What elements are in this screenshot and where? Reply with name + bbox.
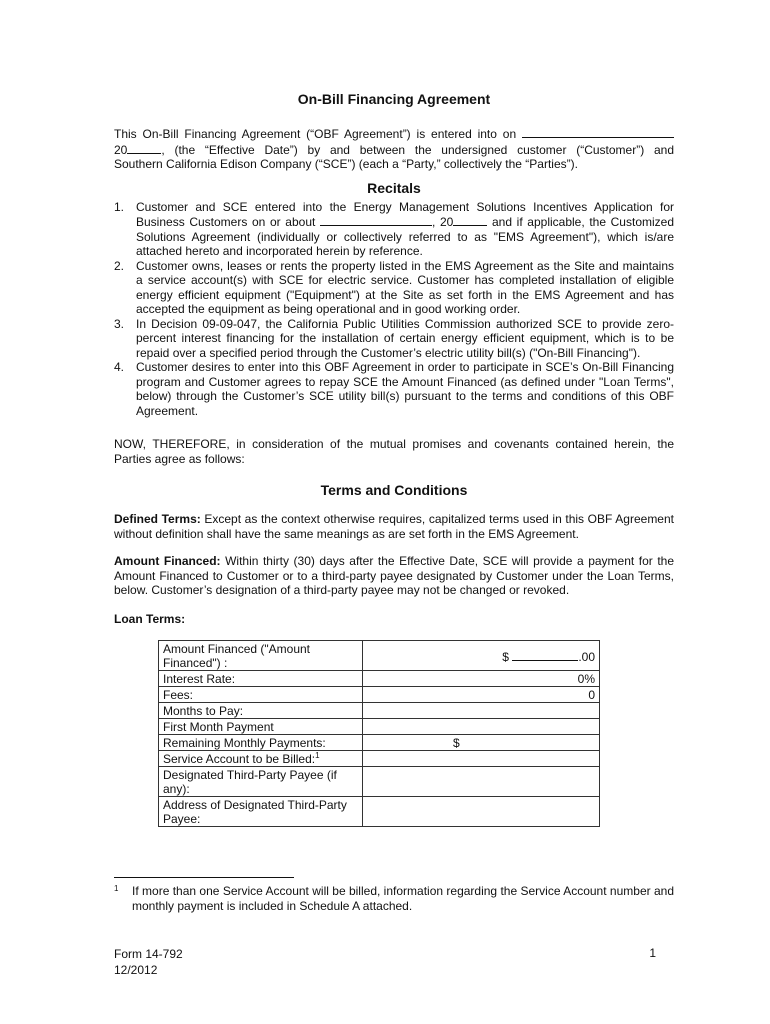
- table-row: [159, 719, 600, 735]
- currency-symbol: $: [502, 649, 509, 664]
- row-label: Fees:: [159, 687, 363, 703]
- document-page: [114, 90, 674, 827]
- recital-item: [114, 360, 674, 418]
- row-label: First Month Payment: [159, 719, 363, 735]
- payee-address-field[interactable]: [363, 797, 600, 827]
- footnote: [114, 884, 674, 913]
- table-row: [159, 735, 600, 751]
- recital-text: Customer and SCE entered into the Energy Management Solutions Incentives Application for Business Customers on or about: [136, 199, 674, 229]
- recital-text: and if applicable, the Customized Solutions Agreement (individually or collectively referred to as "EMS Agreement"), which is/are attached hereto and incorporated herein by reference.: [136, 215, 675, 258]
- recital-text: , 20: [432, 215, 454, 229]
- footnote-text: If more than one Service Account will be billed, information regarding the Service Account number and monthly payment is included in Schedule A attached.: [132, 884, 674, 913]
- defined-terms-text: Except as the context otherwise requires, capitalized terms used in this OBF Agreement without definition shall have the same meanings as are set forth in the EMS Agreement.: [114, 512, 674, 541]
- third-party-payee-field[interactable]: [363, 767, 600, 797]
- table-row: [159, 767, 600, 797]
- table-row: [159, 703, 600, 719]
- now-therefore-paragraph: NOW, THEREFORE, in consideration of the mutual promises and covenants contained herein, the Parties agree as follows:: [114, 437, 674, 466]
- row-label: Months to Pay:: [159, 703, 363, 719]
- recital-item: [114, 259, 674, 317]
- recital-number: 4.: [114, 360, 125, 374]
- intro-paragraph: [114, 126, 674, 172]
- remaining-payments-field[interactable]: $: [363, 735, 600, 751]
- year-blank[interactable]: [127, 142, 161, 154]
- recital-text: In Decision 09-09-047, the California Public Utilities Commission authorized SCE to provide zero-percent interest financing for the installation of certain energy efficient equipment, which is to be repaid over a specified period through the Customer’s electric utility bill(s) ("On-Bill Financing").: [136, 316, 674, 360]
- intro-year-prefix: 20: [114, 142, 128, 157]
- footnote-divider: [114, 877, 294, 878]
- footnote-mark: 1: [114, 884, 119, 893]
- cents-suffix: .00: [578, 649, 595, 664]
- amount-blank[interactable]: [512, 649, 578, 661]
- table-row: [159, 671, 600, 687]
- recital-number: 1.: [114, 199, 125, 214]
- recital-number: 3.: [114, 316, 125, 331]
- recital-text: Customer desires to enter into this OBF Agreement in order to participate in SCE’s On-Bill Financing program and Customer agrees to repay SCE the Amount Financed (as defined under "Loan Terms", below) through the Customer’s SCE utility bill(s) pursuant to the terms and conditions of this OBF Agreement.: [136, 360, 674, 418]
- footnote-ref: 1: [315, 751, 320, 760]
- amount-financed-text: Within thirty (30) days after the Effective Date, SCE will provide a payment for the Amount Financed to Customer or to a third-party payee designated by Customer under the Loan Terms, below. Customer’s designation of a third-party payee may not be changed or revoked.: [114, 554, 674, 597]
- row-label: Address of Designated Third-Party Payee:: [159, 797, 363, 827]
- amount-financed-field[interactable]: [363, 641, 600, 671]
- first-month-payment-field[interactable]: [363, 719, 600, 735]
- terms-heading: Terms and Conditions: [320, 482, 468, 498]
- loan-terms-label: Loan Terms:: [114, 611, 186, 626]
- table-row: [159, 751, 600, 767]
- recital-text: Customer owns, leases or rents the property listed in the EMS Agreement as the Site and maintains a service account(s) with SCE for electric service. Customer has completed installation of eligible energy efficient equipment ("Equipment") at the Site as set forth in the EMS Agreement and has accepted the equipment as being operational and in good working order.: [136, 258, 674, 316]
- table-row: [159, 641, 600, 671]
- interest-rate-value: 0%: [363, 671, 600, 687]
- intro-line3: Southern California Edison Company (“SCE”) (each a “Party,” collectively the “Parties”).: [114, 157, 578, 171]
- recital-item: [114, 317, 674, 361]
- recitals-list: [114, 200, 674, 419]
- intro-line1: This On-Bill Financing Agreement (“OBF Agreement”) is entered into on: [114, 127, 517, 141]
- amount-financed-paragraph: [114, 554, 674, 598]
- intro-line2: , (the “Effective Date”) by and between the undersigned customer (“Customer”) and: [161, 142, 674, 157]
- form-date: 12/2012: [114, 963, 158, 977]
- date-blank[interactable]: [522, 126, 674, 138]
- loan-terms-table: [158, 640, 600, 827]
- table-row: [159, 797, 600, 827]
- recital-date-blank[interactable]: [320, 214, 432, 226]
- table-row: [159, 687, 600, 703]
- page-number: 1: [649, 946, 656, 960]
- recital-year-blank[interactable]: [453, 214, 487, 226]
- footer-form-info: [114, 946, 183, 978]
- fees-value: 0: [363, 687, 600, 703]
- document-title: On-Bill Financing Agreement: [297, 91, 491, 107]
- recital-item: [114, 200, 674, 259]
- row-label: Amount Financed ("Amount Financed") :: [159, 641, 363, 671]
- defined-terms-paragraph: [114, 512, 674, 541]
- recitals-heading: Recitals: [367, 179, 421, 196]
- months-to-pay-field[interactable]: [363, 703, 600, 719]
- row-label: Interest Rate:: [159, 671, 363, 687]
- row-label: Designated Third-Party Payee (if any):: [159, 767, 363, 797]
- row-label: Remaining Monthly Payments:: [159, 735, 363, 751]
- amount-financed-label: Amount Financed:: [114, 554, 221, 568]
- row-label-text: Service Account to be Billed:: [163, 752, 316, 766]
- defined-terms-label: Defined Terms:: [114, 512, 201, 526]
- service-account-field[interactable]: [363, 751, 600, 767]
- form-number: Form 14-792: [114, 947, 183, 961]
- recital-number: 2.: [114, 258, 125, 273]
- row-label: [159, 751, 363, 767]
